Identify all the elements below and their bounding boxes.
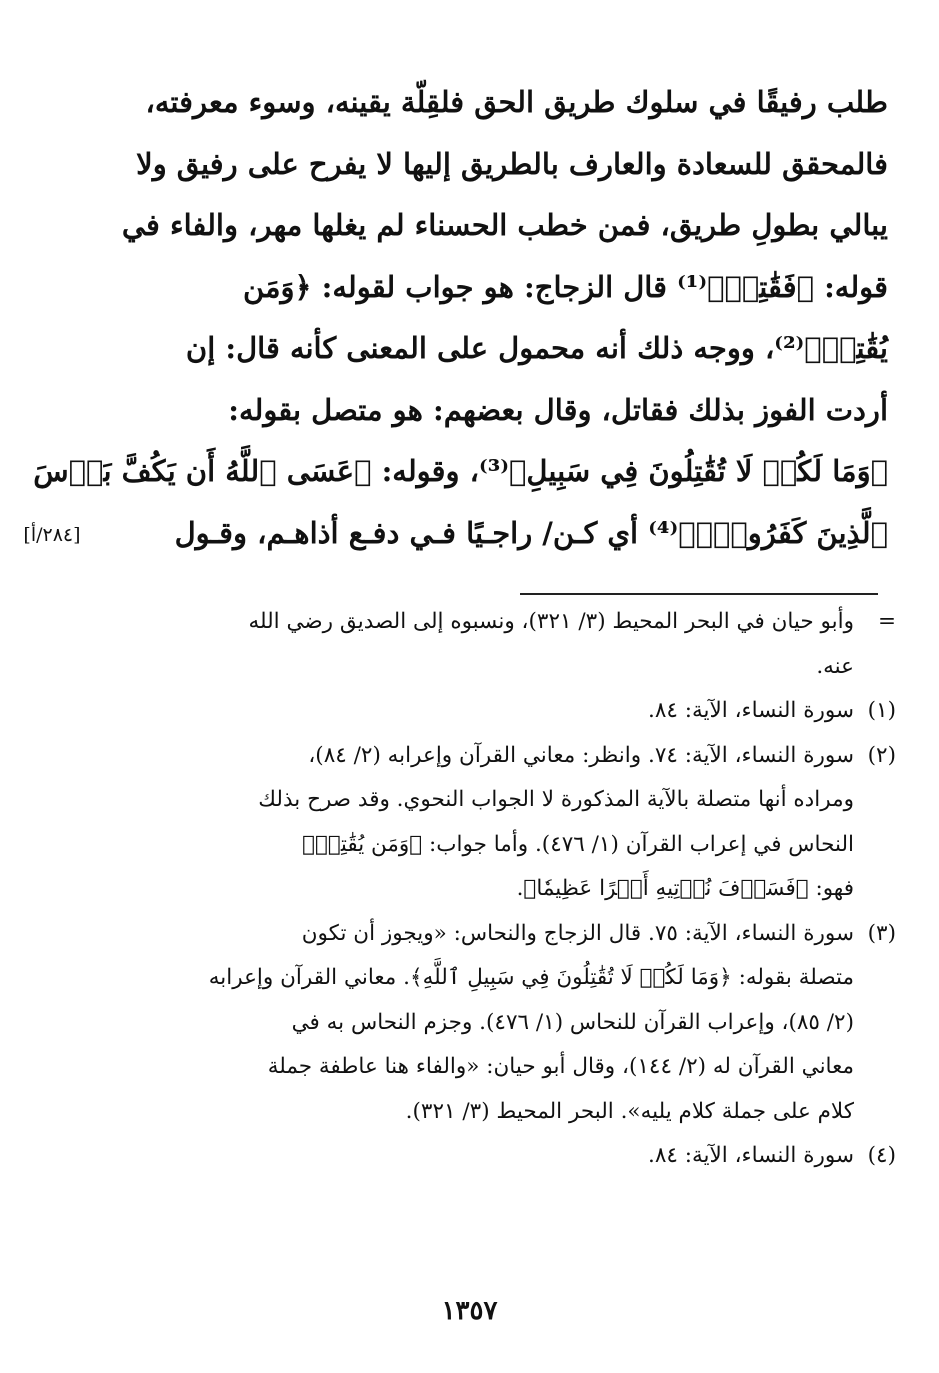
- main-text-line: ٱلَّذِينَ كَفَرُواْۚ﴾⁽⁴⁾ أي كـن/ راجـيًا فـي دفـع أذاهـم، وقـول: [174, 515, 888, 550]
- footnote-number: (٤): [867, 1143, 896, 1168]
- footnote-number: (١): [867, 698, 896, 723]
- footnote-3: [108, 912, 896, 1135]
- main-text-line: يُقَٰتِلۡ﴾⁽²⁾، ووجه ذلك أنه محمول على المعنى كأنه قال: إن: [185, 331, 888, 365]
- main-text-line: أردت الفوز بذلك فقاتل، وقال بعضهم: هو متصل بقوله:: [228, 392, 888, 427]
- footnote-line: معاني القرآن له (٢/ ١٤٤)، وقال أبو حيان: «والفاء هنا عاطفة جملة: [267, 1054, 854, 1079]
- footnote-line: كلام على جملة كلام يليه». البحر المحيط (٣/ ٣٢١).: [405, 1098, 854, 1124]
- footnote-line: سورة النساء، الآية: ٧٥. قال الزجاج والنحاس: «ويجوز أن تكون: [301, 920, 854, 946]
- footnote-line: سورة النساء، الآية: ٨٤.: [647, 1143, 854, 1168]
- main-text-line: قوله: ﴿فَقَٰتِلۡ﴾⁽¹⁾ قال الزجاج: هو جواب لقوله: ﴿وَمَن: [242, 269, 888, 304]
- footnote-line: النحاس في إعراب القرآن (١/ ٤٧٦). وأما جواب: ﴿وَمَن يُقَٰتِلۡ﴾: [302, 831, 854, 857]
- footnote-1: [108, 689, 896, 734]
- main-text-line: يبالي بطولِ طريق، فمن خطب الحسناء لم يغلها مهر، والفاء في: [121, 208, 888, 242]
- footnote-line: سورة النساء، الآية: ٧٤. وانظر: معاني القرآن وإعرابه (٢/ ٨٤)،: [308, 742, 854, 768]
- footnote-number: (٢): [867, 742, 896, 768]
- main-text-line: طلب رفيقًا في سلوك طريق الحق فلقِلّة يقينه، وسوء معرفته،: [145, 85, 888, 119]
- footnote-line: فهو: ﴿فَسَوۡفَ نُؤۡتِيهِ أَجۡرًا عَظِيمٗا﴾.: [516, 876, 854, 901]
- footnote-line: (٢/ ٨٥)، وإعراب القرآن للنحاس (١/ ٤٧٦). وجزم النحاس به في: [291, 1009, 854, 1035]
- footnote-line: عنه.: [816, 653, 854, 679]
- footnotes-section: [108, 600, 896, 1179]
- footnote-2: [108, 734, 896, 912]
- footnote-line: سورة النساء، الآية: ٨٤.: [647, 698, 854, 723]
- footnote-number: =: [877, 609, 896, 634]
- footnote-separator: [520, 593, 878, 595]
- manuscript-folio-reference: [٢٨٤/أ]: [23, 524, 81, 546]
- footnote-line: ومراده أنها متصلة بالآية المذكورة لا الجواب النحوي. وقد صرح بذلك: [258, 787, 854, 812]
- page-number: ١٣٥٧: [441, 1296, 498, 1326]
- footnote-line: متصلة بقوله: ﴿وَمَا لَكُمۡ لَا تُقَٰتِلُونَ فِي سَبِيلِ ٱللَّهِ﴾. معاني القرآن وإعرابه: [208, 965, 854, 990]
- footnote-4: [108, 1134, 896, 1179]
- main-text-line: فالمحقق للسعادة والعارف بالطريق إليها لا يفرح على رفيق ولا: [136, 146, 888, 181]
- main-text-line: ﴿وَمَا لَكُمۡ لَا تُقَٰتِلُونَ فِي سَبِيلِ﴾⁽³⁾، وقوله: ﴿عَسَى ٱللَّهُ أَن يَكُفَّ بَأۡسَ: [33, 454, 888, 488]
- footnote-number: (٣): [867, 920, 896, 946]
- footnote-line: وأبو حيان في البحر المحيط (٣/ ٣٢١)، ونسبوه إلى الصديق رضي الله: [248, 609, 854, 634]
- footnote-continuation: [108, 600, 896, 689]
